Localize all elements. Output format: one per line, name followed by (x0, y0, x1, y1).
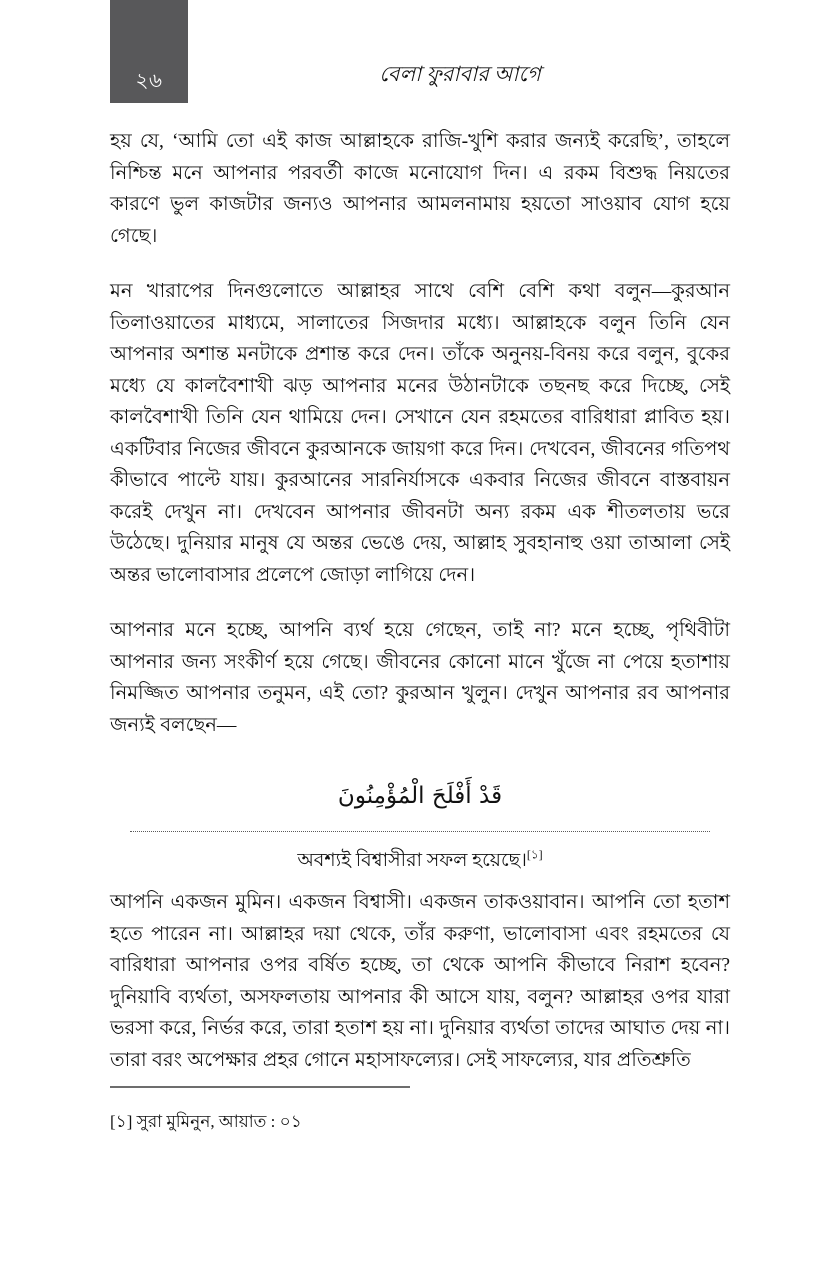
paragraph-3: আপনার মনে হচ্ছে, আপনি ব্যর্থ হয়ে গেছেন, তাই না? মনে হচ্ছে, পৃথিবীটা আপনার জন্য সংকীর্ণ হয়ে গেছে। জীবনের কোনো মানে খুঁজে না পেয়ে হতাশায় নিমজ্জিত আপনার তনুমন, এই তো? কুরআন খুলুন। দেখুন আপনার রব আপনার জন্যই বলছেন— (110, 620, 730, 736)
footnote-divider (110, 1086, 410, 1088)
running-title: বেলা ফুরাবার আগে (379, 62, 541, 86)
footnote-text: [১] সুরা মুমিনুন, আয়াত : ০১ (110, 1112, 302, 1131)
folio-block (110, 0, 188, 103)
footnote-reference-marker: [১] (526, 847, 543, 862)
paragraph-4: আপনি একজন মুমিন। একজন বিশ্বাসী। একজন তাকওয়াবান। আপনি তো হতাশ হতে পারেন না। আল্লাহর দয়া থেকে, তাঁর করুণা, ভালোবাসা এবং রহমতের যে বারিধারা আপনার ওপর বর্ষিত হচ্ছে, তা থেকে আপনি কীভাবে নিরাশ হবেন? দুনিয়াবি ব্যর্থতা, অসফলতায় আপনার কী আসে যায়, বলুন? আল্লাহর ওপর যারা ভরসা করে, নির্ভর করে, তারা হতাশ হয় না। দুনিয়ার ব্যর্থতা তাদের আঘাত দেয় না। তারা বরং অপেক্ষার প্রহর গোনে মহাসাফল্যের। সেই সাফল্যের, যার প্রতিশ্রুতি (110, 892, 730, 1071)
quran-quotation (110, 775, 730, 875)
verse-translation-text: অবশ্যই বিশ্বাসীরা সফল হয়েছে। (297, 850, 527, 871)
page-header (0, 0, 822, 104)
footnote-area (110, 1086, 730, 1134)
paragraph-1: হয় যে, ‘আমি তো এই কাজ আল্লাহকে রাজি-খুশি করার জন্যই করেছি’, তাহলে নিশ্চিন্ত মনে আপনার পরবর্তী কাজে মনোযোগ দিন। এ রকম বিশুদ্ধ নিয়তের কারণে ভুল কাজটার জন্যও আপনার আমলনামায় হয়তো সাওয়াব যোগ হয়ে গেছে। (110, 131, 730, 247)
arabic-verse: قَدْ أَفْلَحَ الْمُؤْمِنُونَ (337, 783, 503, 809)
dotted-separator (130, 831, 710, 833)
page-number: ২৬ (135, 70, 163, 92)
page-content (110, 126, 730, 1076)
paragraph-2: মন খারাপের দিনগুলোতে আল্লাহর সাথে বেশি বেশি কথা বলুন—কুরআন তিলাওয়াতের মাধ্যমে, সালাতের সিজদার মধ্যে। আল্লাহকে বলুন তিনি যেন আপনার অশান্ত মনটাকে প্রশান্ত করে দেন। তাঁকে অনুনয়-বিনয় করে বলুন, বুকের মধ্যে যে কালবৈশাখী ঝড় আপনার মনের উঠানটাকে তছনছ করে দিচ্ছে, সেই কালবৈশাখী তিনি যেন থামিয়ে দেন। সেখানে যেন রহমতের বারিধারা প্লাবিত হয়। একটিবার নিজের জীবনে কুরআনকে জায়গা করে দিন। দেখবেন, জীবনের গতিপথ কীভাবে পাল্টে যায়। কুরআনের সারনির্যাসকে একবার নিজের জীবনে বাস্তবায়ন করেই দেখুন না। দেখবেন আপনার জীবনটা অন্য রকম এক শীতলতায় ভরে উঠেছে। দুনিয়ার মানুষ যে অন্তর ভেঙে দেয়, আল্লাহ সুবহানাহু ওয়া তাআলা সেই অন্তর ভালোবাসার প্রলেপে জোড়া লাগিয়ে দেন। (110, 281, 730, 586)
verse-translation (110, 847, 730, 875)
